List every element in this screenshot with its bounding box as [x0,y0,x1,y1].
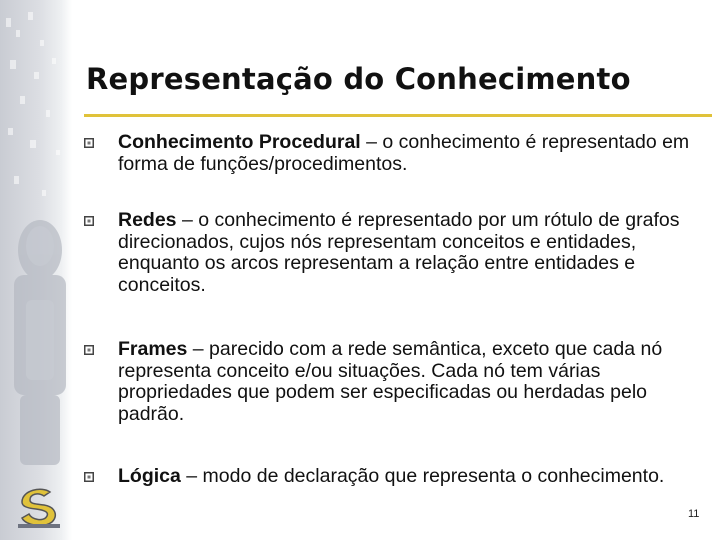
slide-title: Representação do Conhecimento [86,62,631,96]
institution-logo-icon [14,480,64,530]
list-item-text [118,210,704,296]
list-item-text [118,132,704,175]
list-item-term: Conhecimento Procedural [118,131,361,153]
square-bullet-icon [84,216,94,226]
square-bullet-icon [84,345,94,355]
square-bullet-icon [84,472,94,482]
list-item-term: Lógica [118,465,181,487]
list-item-term: Frames [118,338,188,360]
list-item-description: – modo de declaração que representa o conhecimento. [180,465,665,487]
title-underline [84,114,712,117]
list-item-term: Redes [118,209,177,231]
list-item-description: – parecido com a rede semântica, exceto que cada nó representa conceito e/ou situações. Cada nó tem várias propriedades que podem ser especificadas ou herdadas pelo padrão. [118,338,663,425]
list-item-text [118,466,704,488]
decorative-side-band [0,0,72,540]
list-item-description: – o conhecimento é representado em forma de funções/procedimentos. [118,131,690,175]
list-item-description: – o conhecimento é representado por um rótulo de grafos direcionados, cujos nós representam conceitos e entidades, enquanto os arcos representam a relação entre entidades e conceitos. [118,209,680,296]
list-item-text [118,339,704,425]
background-figure-graphic [0,0,72,540]
page-number: 11 [688,508,700,520]
square-bullet-icon [84,138,94,148]
